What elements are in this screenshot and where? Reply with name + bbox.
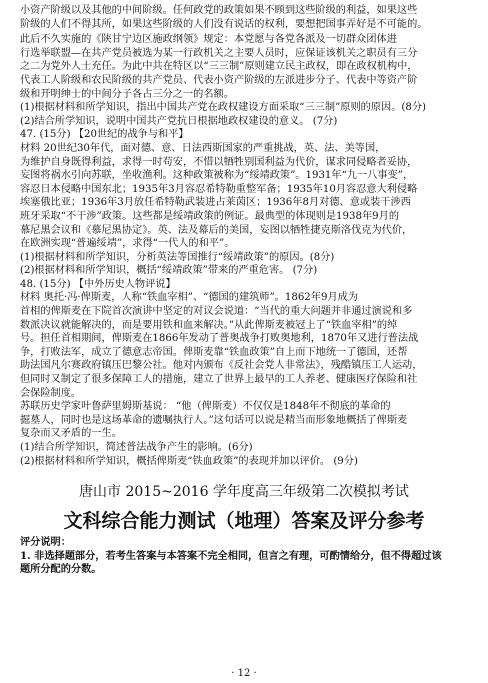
exam-title: 唐山市 2015~2016 学年度高三年级第二次模拟考试 — [79, 484, 409, 501]
material-line: 在欧洲实现“普遍绥靖”，求得“一代人的和平”。 — [20, 238, 235, 250]
material-line: 容忍日本侵略中国东北；1935年3月容忍希特勒重整军备；1935年10月容忍意大利侵略 — [20, 183, 418, 195]
sub-question: (2)根据材料和所学知识，概括俾斯麦“铁血政策”的表现并加以评价。 (9分) — [20, 455, 358, 467]
material-line: 复杂而又矛盾的一生。 — [20, 428, 122, 440]
scoring-line: 题所分配的分数。 — [20, 563, 102, 576]
question-47 — [20, 128, 468, 278]
text-line: 之二为党外人士充任。为此中共在特区以“三三制”原则建立民主政权，即在政权机构中， — [20, 61, 418, 73]
text-line: 此后不久实施的《陕甘宁边区施政纲领》规定：本党愿与各党各派及一切群众团体进 — [20, 34, 397, 46]
text-line: 阶级的人们不得其所，如果这些阶级的人们没有说话的权利，要想把国事弄好是不可能的。 — [20, 18, 428, 30]
material-line: 苏联历史学家叶鲁萨里姆斯基说： “他（俾斯麦）不仅仅是1848年不彻底的革命的 — [20, 401, 391, 413]
scoring-line: 1. 非选择题部分，若考生答案与本答案不完全相同，但言之有理，可酌情给分，但不得超过该 — [20, 549, 442, 562]
text-line: 代表工人阶级和农民阶级的共产党员、代表小资产阶级的左派进步分子、代表中等资产阶 — [20, 74, 418, 86]
material-line: 会保险制度。 — [20, 387, 82, 399]
question-heading: 48. (15分) 【中外历史人物评说】 — [20, 278, 176, 290]
material-line: 妄图将祸水引向苏联，坐收渔利。这种政策被称为“绥靖政策”。1931年“九一八事变”， — [20, 170, 414, 182]
material-line: 掘墓人，同时也是这场革命的遗嘱执行人。”这句话可以说是精当而形象地概括了俾斯麦 — [20, 414, 408, 426]
material-line: 首相的俾斯麦在下院首次演讲中坚定的对议会说道：“当代的重大问题并非通过演说和多 — [20, 306, 413, 318]
text-line: 级和开明绅士的中间分子各占三分之一的名额。 — [20, 88, 234, 100]
material-line: 争，打败法军，成立了德意志帝国。俾斯麦靠“铁血政策”自上而下地统一了德国，还帮 — [20, 346, 408, 358]
material-line: 班牙采取“不干涉”政策。这些都是绥靖政策的例证。最典型的体现则是1938年9月的 — [20, 210, 400, 222]
sub-question: (1)结合所学知识，简述普法战争产生的影响。(6分) — [20, 442, 253, 453]
scoring-notes — [20, 536, 468, 577]
material-line: 材料 20世纪30年代，面对德、意、日法西斯国家的严重挑战，英、法、美等国， — [20, 142, 386, 154]
scoring-heading: 评分说明： — [20, 536, 71, 549]
material-line: 埃塞俄比亚；1936年3月放任希特勒武装进占莱茵区；1936年8月对德、意或装干涉西 — [20, 197, 411, 209]
text-line: 小资产阶级以及其他的中间阶级。任何政党的政策如果不顾到这些阶级的利益，如果这些 — [20, 5, 418, 16]
material-line: 助法国凡尔赛政府镇压巴黎公社。他对内颁布《反社会党人非常法》，残酷镇压工人运动， — [20, 360, 423, 372]
question-heading: 47. (15分) 【20世纪的战争与和平】 — [20, 129, 189, 141]
intro-section — [20, 4, 468, 128]
sub-question: (1)根据材料和所学知识，分析英法等国推行“绥靖政策”的原因。(8分) — [20, 251, 335, 263]
material-line: 慕尼黑会议和《慕尼黑协定》。英、法及幕后的美国，妄图以牺牲捷克斯洛伐克为代价， — [20, 224, 413, 236]
material-line: 材料 奥托·冯·俾斯麦，人称“铁血宰相”、“德国的建筑师”。1862年9月成为 — [20, 292, 359, 304]
page-number: · 12 · — [231, 668, 257, 679]
sub-question: (2)根据材料和所学知识，概括“绥靖政策”带来的严重危害。 (7分) — [20, 265, 318, 277]
answer-key-title: 文科综合能力测试（地理）答案及评分参考 — [63, 510, 425, 533]
material-line: 数派决议就能解决的，而是要用铁和血来解决。”从此俾斯麦被冠上了“铁血宰相”的绰 — [20, 319, 398, 331]
question-line: (1)根据材料和所学知识，指出中国共产党在政权建设方面采取“三三制”原则的原因。(8分) — [20, 102, 427, 114]
material-line: 但同时又制定了很多保障工人的措施，建立了世界上最早的工人养老、健康医疗保险和社 — [20, 374, 418, 386]
question-line: (2)结合所学知识，说明中国共产党抗日根据地政权建设的意义。 (7分) — [20, 115, 338, 127]
text-line: 行选举联盟—在共产党员被选为某一行政机关之主要人员时，应保证该机关之职员有三分 — [20, 47, 418, 59]
material-line: 为维护自身既得利益，求得一时苟安，不惜以牺牲别国利益为代价，谋求同侵略者妥协， — [20, 156, 418, 168]
material-line: 号。担任首相期间，俾斯麦在1866年发动了普奥战争打败奥地利，1870年又进行普法战 — [20, 333, 419, 345]
question-48 — [20, 278, 468, 468]
